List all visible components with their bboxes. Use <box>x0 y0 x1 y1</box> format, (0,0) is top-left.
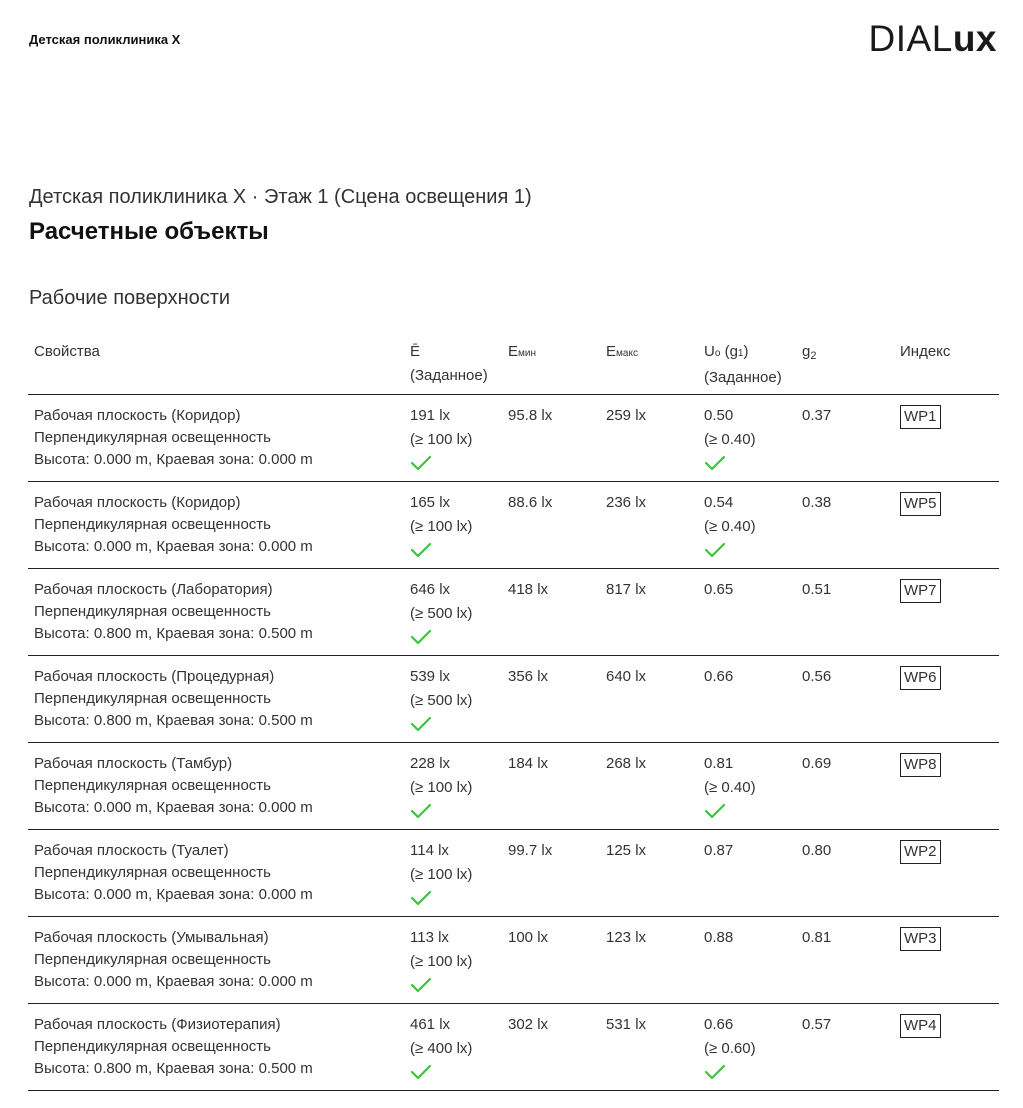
table-row <box>28 569 999 656</box>
row-e-max: 817 lx <box>606 581 647 598</box>
index-badge[interactable]: WP3 <box>900 927 941 951</box>
row-e-min: 88.6 lx <box>508 494 553 511</box>
logo-text-bold: ux <box>952 18 997 59</box>
section-title: Рабочие поверхности <box>29 287 231 309</box>
row-e-max: 125 lx <box>606 842 647 859</box>
row-name: Рабочая плоскость (Физиотерапия) <box>34 1016 281 1033</box>
cell-uo <box>698 743 796 830</box>
row-g2: 0.57 <box>802 1016 832 1033</box>
cell-props <box>28 830 404 917</box>
header-e-max-sub: макс <box>616 348 638 359</box>
cell-index <box>894 830 999 917</box>
cell-e-avg <box>404 830 502 917</box>
cell-index <box>894 395 999 482</box>
row-g2: 0.51 <box>802 581 832 598</box>
row-e-min: 184 lx <box>508 755 549 772</box>
cell-props <box>28 395 404 482</box>
row-name: Рабочая плоскость (Процедурная) <box>34 668 275 685</box>
row-uo-req: (≥ 0.40) <box>704 518 756 535</box>
row-uo: 0.81 <box>704 755 734 772</box>
header-e-min-sub: мин <box>518 348 536 359</box>
cell-e-min <box>502 395 600 482</box>
row-name: Рабочая плоскость (Коридор) <box>34 494 241 511</box>
row-e-req: (≥ 400 lx) <box>410 1040 473 1057</box>
table-row <box>28 482 999 569</box>
table-header-row <box>28 336 999 395</box>
row-e-req: (≥ 100 lx) <box>410 953 473 970</box>
row-e-req: (≥ 100 lx) <box>410 431 473 448</box>
row-type: Перпендикулярная освещенность <box>34 864 271 881</box>
row-name: Рабочая плоскость (Туалет) <box>34 842 229 859</box>
cell-index <box>894 743 999 830</box>
row-uo-req: (≥ 0.60) <box>704 1040 756 1057</box>
row-e-min: 356 lx <box>508 668 549 685</box>
row-uo: 0.50 <box>704 407 734 424</box>
row-uo: 0.88 <box>704 929 734 946</box>
header-index <box>894 336 999 395</box>
cell-g2 <box>796 917 894 1004</box>
cell-e-avg <box>404 917 502 1004</box>
cell-props <box>28 569 404 656</box>
logo-text-light: DIAL <box>868 18 953 59</box>
check-icon <box>410 628 496 648</box>
cell-props <box>28 482 404 569</box>
header-uo-g: (g <box>724 343 738 360</box>
row-e-req: (≥ 500 lx) <box>410 692 473 709</box>
header-e-avg-label: Ē <box>410 343 421 360</box>
cell-e-min <box>502 656 600 743</box>
row-name: Рабочая плоскость (Тамбур) <box>34 755 233 772</box>
dialux-logo <box>869 18 997 60</box>
row-type: Перпендикулярная освещенность <box>34 951 271 968</box>
row-type: Перпендикулярная освещенность <box>34 690 271 707</box>
cell-e-avg <box>404 656 502 743</box>
header-uo-sub: o <box>714 348 721 359</box>
check-icon <box>704 1063 790 1083</box>
cell-index <box>894 917 999 1004</box>
row-e-min: 302 lx <box>508 1016 549 1033</box>
cell-props <box>28 917 404 1004</box>
row-dims: Высота: 0.000 m, Краевая зона: 0.000 m <box>34 973 313 990</box>
cell-uo <box>698 482 796 569</box>
check-icon <box>410 976 496 996</box>
index-badge[interactable]: WP6 <box>900 666 941 690</box>
header-e-max-label: E <box>606 343 617 360</box>
row-type: Перпендикулярная освещенность <box>34 1038 271 1055</box>
index-badge[interactable]: WP5 <box>900 492 941 516</box>
row-uo: 0.66 <box>704 668 734 685</box>
table-row <box>28 743 999 830</box>
table-row <box>28 917 999 1004</box>
cell-e-avg <box>404 482 502 569</box>
row-type: Перпендикулярная освещенность <box>34 777 271 794</box>
header-props-label: Свойства <box>34 343 100 360</box>
header-e-avg-note: (Заданное) <box>410 367 488 384</box>
row-name: Рабочая плоскость (Умывальная) <box>34 929 269 946</box>
cell-index <box>894 1004 999 1091</box>
header-uo-g-end: ) <box>743 343 749 360</box>
row-e-avg: 539 lx <box>410 668 451 685</box>
row-uo: 0.87 <box>704 842 734 859</box>
cell-uo <box>698 656 796 743</box>
cell-index <box>894 656 999 743</box>
row-uo: 0.65 <box>704 581 734 598</box>
cell-uo <box>698 395 796 482</box>
cell-props <box>28 1004 404 1091</box>
header-uo-note: (Заданное) <box>704 369 782 386</box>
cell-e-min <box>502 917 600 1004</box>
cell-e-max <box>600 656 698 743</box>
row-type: Перпендикулярная освещенность <box>34 516 271 533</box>
cell-e-max <box>600 743 698 830</box>
header-uo-label: U <box>704 343 715 360</box>
header-props <box>28 336 404 395</box>
row-g2: 0.80 <box>802 842 832 859</box>
cell-e-min <box>502 569 600 656</box>
row-dims: Высота: 0.000 m, Краевая зона: 0.000 m <box>34 538 313 555</box>
row-e-avg: 191 lx <box>410 407 451 424</box>
row-g2: 0.69 <box>802 755 832 772</box>
header-g2-sub: 2 <box>810 350 817 362</box>
row-e-avg: 461 lx <box>410 1016 451 1033</box>
index-badge[interactable]: WP7 <box>900 579 941 603</box>
index-badge[interactable]: WP4 <box>900 1014 941 1038</box>
check-icon <box>704 802 790 822</box>
index-badge[interactable]: WP8 <box>900 753 941 777</box>
row-type: Перпендикулярная освещенность <box>34 603 271 620</box>
cell-props <box>28 743 404 830</box>
row-e-avg: 165 lx <box>410 494 451 511</box>
row-dims: Высота: 0.800 m, Краевая зона: 0.500 m <box>34 1060 313 1077</box>
cell-uo <box>698 569 796 656</box>
cell-g2 <box>796 482 894 569</box>
cell-g2 <box>796 830 894 917</box>
table-row <box>28 656 999 743</box>
row-g2: 0.56 <box>802 668 832 685</box>
cell-e-max <box>600 395 698 482</box>
row-name: Рабочая плоскость (Коридор) <box>34 407 241 424</box>
cell-e-min <box>502 830 600 917</box>
row-e-max: 268 lx <box>606 755 647 772</box>
row-dims: Высота: 0.800 m, Краевая зона: 0.500 m <box>34 712 313 729</box>
row-uo-req: (≥ 0.40) <box>704 431 756 448</box>
row-e-req: (≥ 100 lx) <box>410 779 473 796</box>
page-title: Расчетные объекты <box>29 218 269 245</box>
header-project-name: Детская поликлиника X <box>29 32 181 47</box>
cell-index <box>894 569 999 656</box>
table-row <box>28 395 999 482</box>
work-planes-table <box>28 336 999 1091</box>
row-name: Рабочая плоскость (Лаборатория) <box>34 581 273 598</box>
cell-g2 <box>796 1004 894 1091</box>
row-dims: Высота: 0.000 m, Краевая зона: 0.000 m <box>34 886 313 903</box>
row-uo: 0.66 <box>704 1016 734 1033</box>
row-e-req: (≥ 500 lx) <box>410 605 473 622</box>
row-dims: Высота: 0.800 m, Краевая зона: 0.500 m <box>34 625 313 642</box>
row-e-avg: 228 lx <box>410 755 451 772</box>
cell-e-avg <box>404 395 502 482</box>
cell-e-avg <box>404 569 502 656</box>
row-e-req: (≥ 100 lx) <box>410 866 473 883</box>
row-e-avg: 646 lx <box>410 581 451 598</box>
header-e-max <box>600 336 698 395</box>
header-e-avg <box>404 336 502 395</box>
cell-e-avg <box>404 1004 502 1091</box>
check-icon <box>410 889 496 909</box>
row-e-avg: 113 lx <box>410 929 449 946</box>
cell-e-max <box>600 482 698 569</box>
cell-e-avg <box>404 743 502 830</box>
header-uo <box>698 336 796 395</box>
check-icon <box>704 454 790 474</box>
row-e-avg: 114 lx <box>410 842 449 859</box>
cell-props <box>28 656 404 743</box>
row-dims: Высота: 0.000 m, Краевая зона: 0.000 m <box>34 799 313 816</box>
header-e-min <box>502 336 600 395</box>
row-e-max: 123 lx <box>606 929 647 946</box>
cell-index <box>894 482 999 569</box>
check-icon <box>410 715 496 735</box>
check-icon <box>704 541 790 561</box>
cell-e-max <box>600 917 698 1004</box>
cell-g2 <box>796 395 894 482</box>
row-uo: 0.54 <box>704 494 734 511</box>
row-g2: 0.37 <box>802 407 832 424</box>
row-e-req: (≥ 100 lx) <box>410 518 473 535</box>
row-g2: 0.81 <box>802 929 832 946</box>
cell-uo <box>698 917 796 1004</box>
header-index-label: Индекс <box>900 343 951 360</box>
table-row <box>28 1004 999 1091</box>
cell-e-min <box>502 743 600 830</box>
cell-g2 <box>796 656 894 743</box>
cell-uo <box>698 1004 796 1091</box>
check-icon <box>410 541 496 561</box>
cell-e-max <box>600 1004 698 1091</box>
cell-g2 <box>796 569 894 656</box>
check-icon <box>410 454 496 474</box>
cell-e-min <box>502 482 600 569</box>
row-g2: 0.38 <box>802 494 832 511</box>
check-icon <box>410 1063 496 1083</box>
row-e-max: 259 lx <box>606 407 647 424</box>
row-dims: Высота: 0.000 m, Краевая зона: 0.000 m <box>34 451 313 468</box>
row-e-min: 95.8 lx <box>508 407 553 424</box>
row-uo-req: (≥ 0.40) <box>704 779 756 796</box>
header-g2-label: g <box>802 343 811 360</box>
header-g2 <box>796 336 894 395</box>
page-subtitle: Детская поликлиника X · Этаж 1 (Сцена освещения 1) <box>29 186 532 208</box>
row-e-min: 100 lx <box>508 929 549 946</box>
row-e-max: 531 lx <box>606 1016 647 1033</box>
header-uo-g-sub: 1 <box>737 348 744 359</box>
row-e-min: 418 lx <box>508 581 549 598</box>
cell-e-min <box>502 1004 600 1091</box>
table-row <box>28 830 999 917</box>
row-e-min: 99.7 lx <box>508 842 553 859</box>
cell-g2 <box>796 743 894 830</box>
index-badge[interactable]: WP1 <box>900 405 941 429</box>
cell-e-max <box>600 569 698 656</box>
row-e-max: 640 lx <box>606 668 647 685</box>
row-type: Перпендикулярная освещенность <box>34 429 271 446</box>
cell-e-max <box>600 830 698 917</box>
row-e-max: 236 lx <box>606 494 647 511</box>
cell-uo <box>698 830 796 917</box>
check-icon <box>410 802 496 822</box>
header-e-min-label: E <box>508 343 519 360</box>
index-badge[interactable]: WP2 <box>900 840 941 864</box>
